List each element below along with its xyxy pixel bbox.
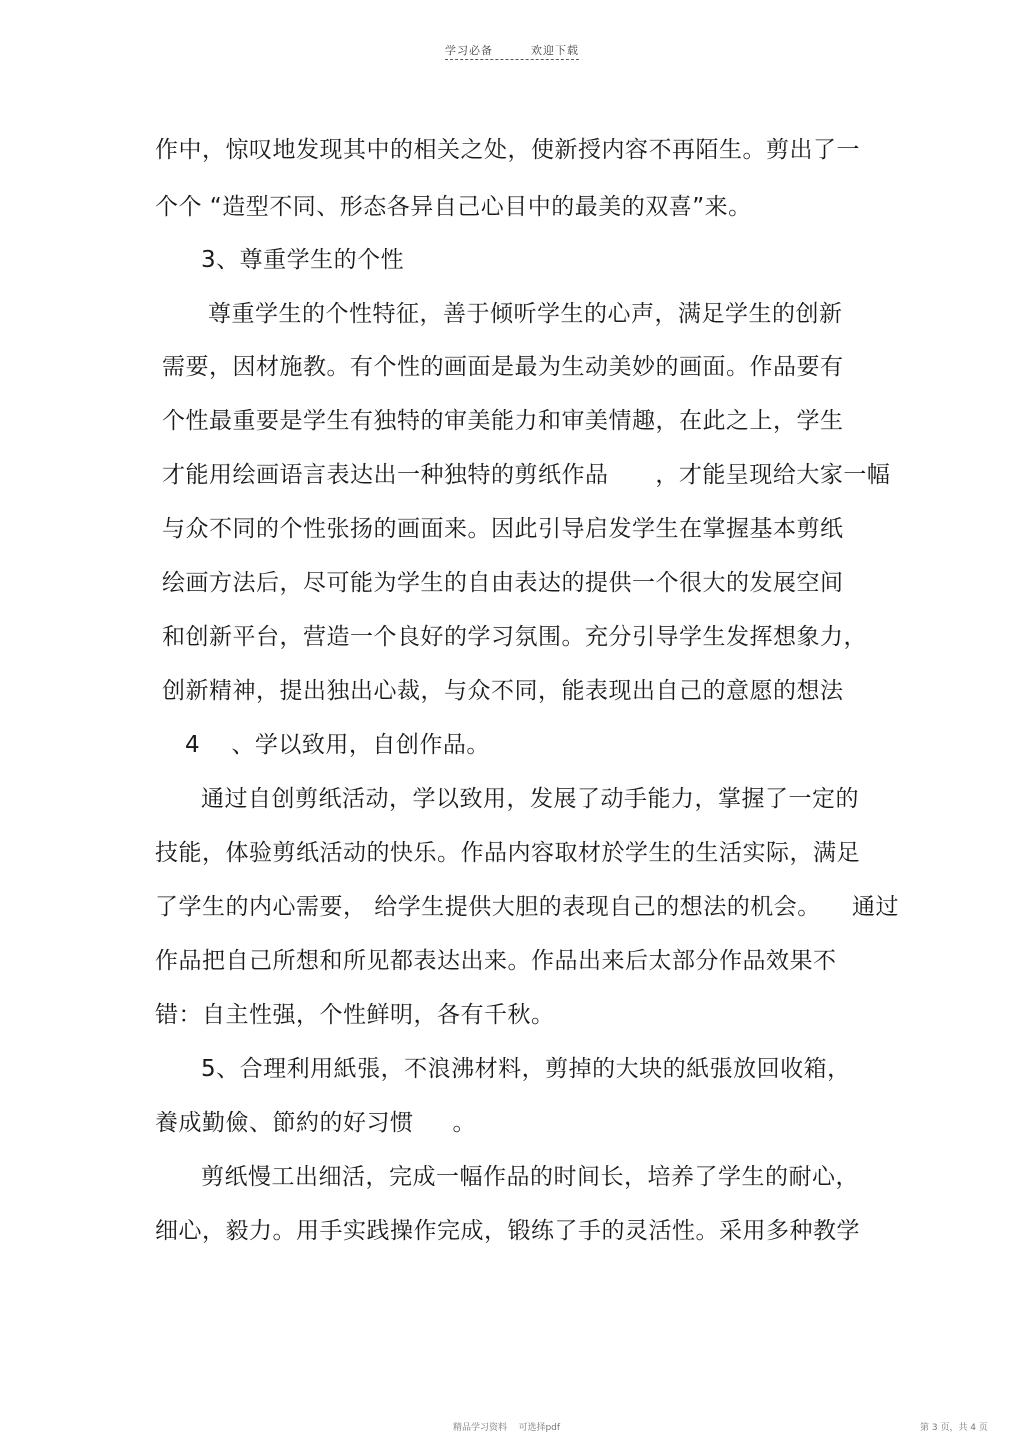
body-line: 需要，因材施教。有个性的画面是最为生动美妙的画面。作品要有	[162, 354, 844, 380]
body-line: 尊重学生的个性特征，善于倾听学生的心声，满足学生的创新	[208, 301, 843, 327]
header-right-text: 欢迎下载	[531, 44, 579, 57]
body-line: 剪纸慢工出细活，完成一幅作品的时间长，培养了学生的耐心，	[201, 1164, 859, 1190]
body-line: 通过自创剪纸活动，学以致用，发展了动手能力，掌握了一定的	[201, 786, 859, 812]
header-divider	[445, 59, 579, 60]
section-heading: 3、尊重学生的个性	[201, 247, 405, 273]
body-line: 和创新平台，营造一个良好的学习氛围。充分引导学生发挥想象力，	[162, 624, 867, 650]
body-line: 与众不同的个性张扬的画面来。因此引导启发学生在掌握基本剪纸	[162, 516, 844, 542]
body-line: 養成勤儉、節約的好习惯 。	[155, 1110, 477, 1136]
footer-page-number: 第 3 页，共 4 页	[920, 1423, 988, 1433]
section-heading: 5、合理利用紙張，不浪沸材料，剪掉的大块的紙張放回收箱，	[201, 1056, 851, 1082]
body-line: 作中，惊叹地发现其中的相关之处，使新授内容不再陌生。剪出了一	[155, 137, 860, 163]
body-line: 了学生的内心需要， 给学生提供大胆的表现自己的想法的机会。 通过	[155, 894, 900, 920]
header-left-text: 学习必备	[445, 44, 493, 57]
body-line: 技能，体验剪纸活动的快乐。作品内容取材於学生的生活实际，满足	[155, 840, 860, 866]
section-heading: 4 、学以致用，自创作品。	[185, 732, 490, 758]
body-line: 细心，毅力。用手实践操作完成，锻练了手的灵活性。采用多种教学	[155, 1218, 860, 1244]
body-line: 绘画方法后，尽可能为学生的自由表达的提供一个很大的发展空间	[162, 570, 844, 596]
footer-left-text: 精品学习资料 可选择pdf	[453, 1423, 561, 1433]
body-line: 才能用绘画语言表达出一种独特的剪纸作品 ，才能呈现给大家一幅	[162, 462, 891, 488]
body-line: 错：自主性强，个性鲜明，各有千秋。	[155, 1002, 555, 1028]
body-line: 作品把自己所想和所见都表达出来。作品出来后太部分作品效果不	[155, 948, 837, 974]
body-line: 个个 “造型不同、形态各异自己心目中的最美的双喜”来。	[155, 194, 752, 220]
body-line: 个性最重要是学生有独特的审美能力和审美情趣，在此之上，学生	[162, 408, 844, 434]
body-line: 创新精神，提出独出心裁，与众不同，能表现出自己的意愿的想法	[162, 678, 844, 704]
